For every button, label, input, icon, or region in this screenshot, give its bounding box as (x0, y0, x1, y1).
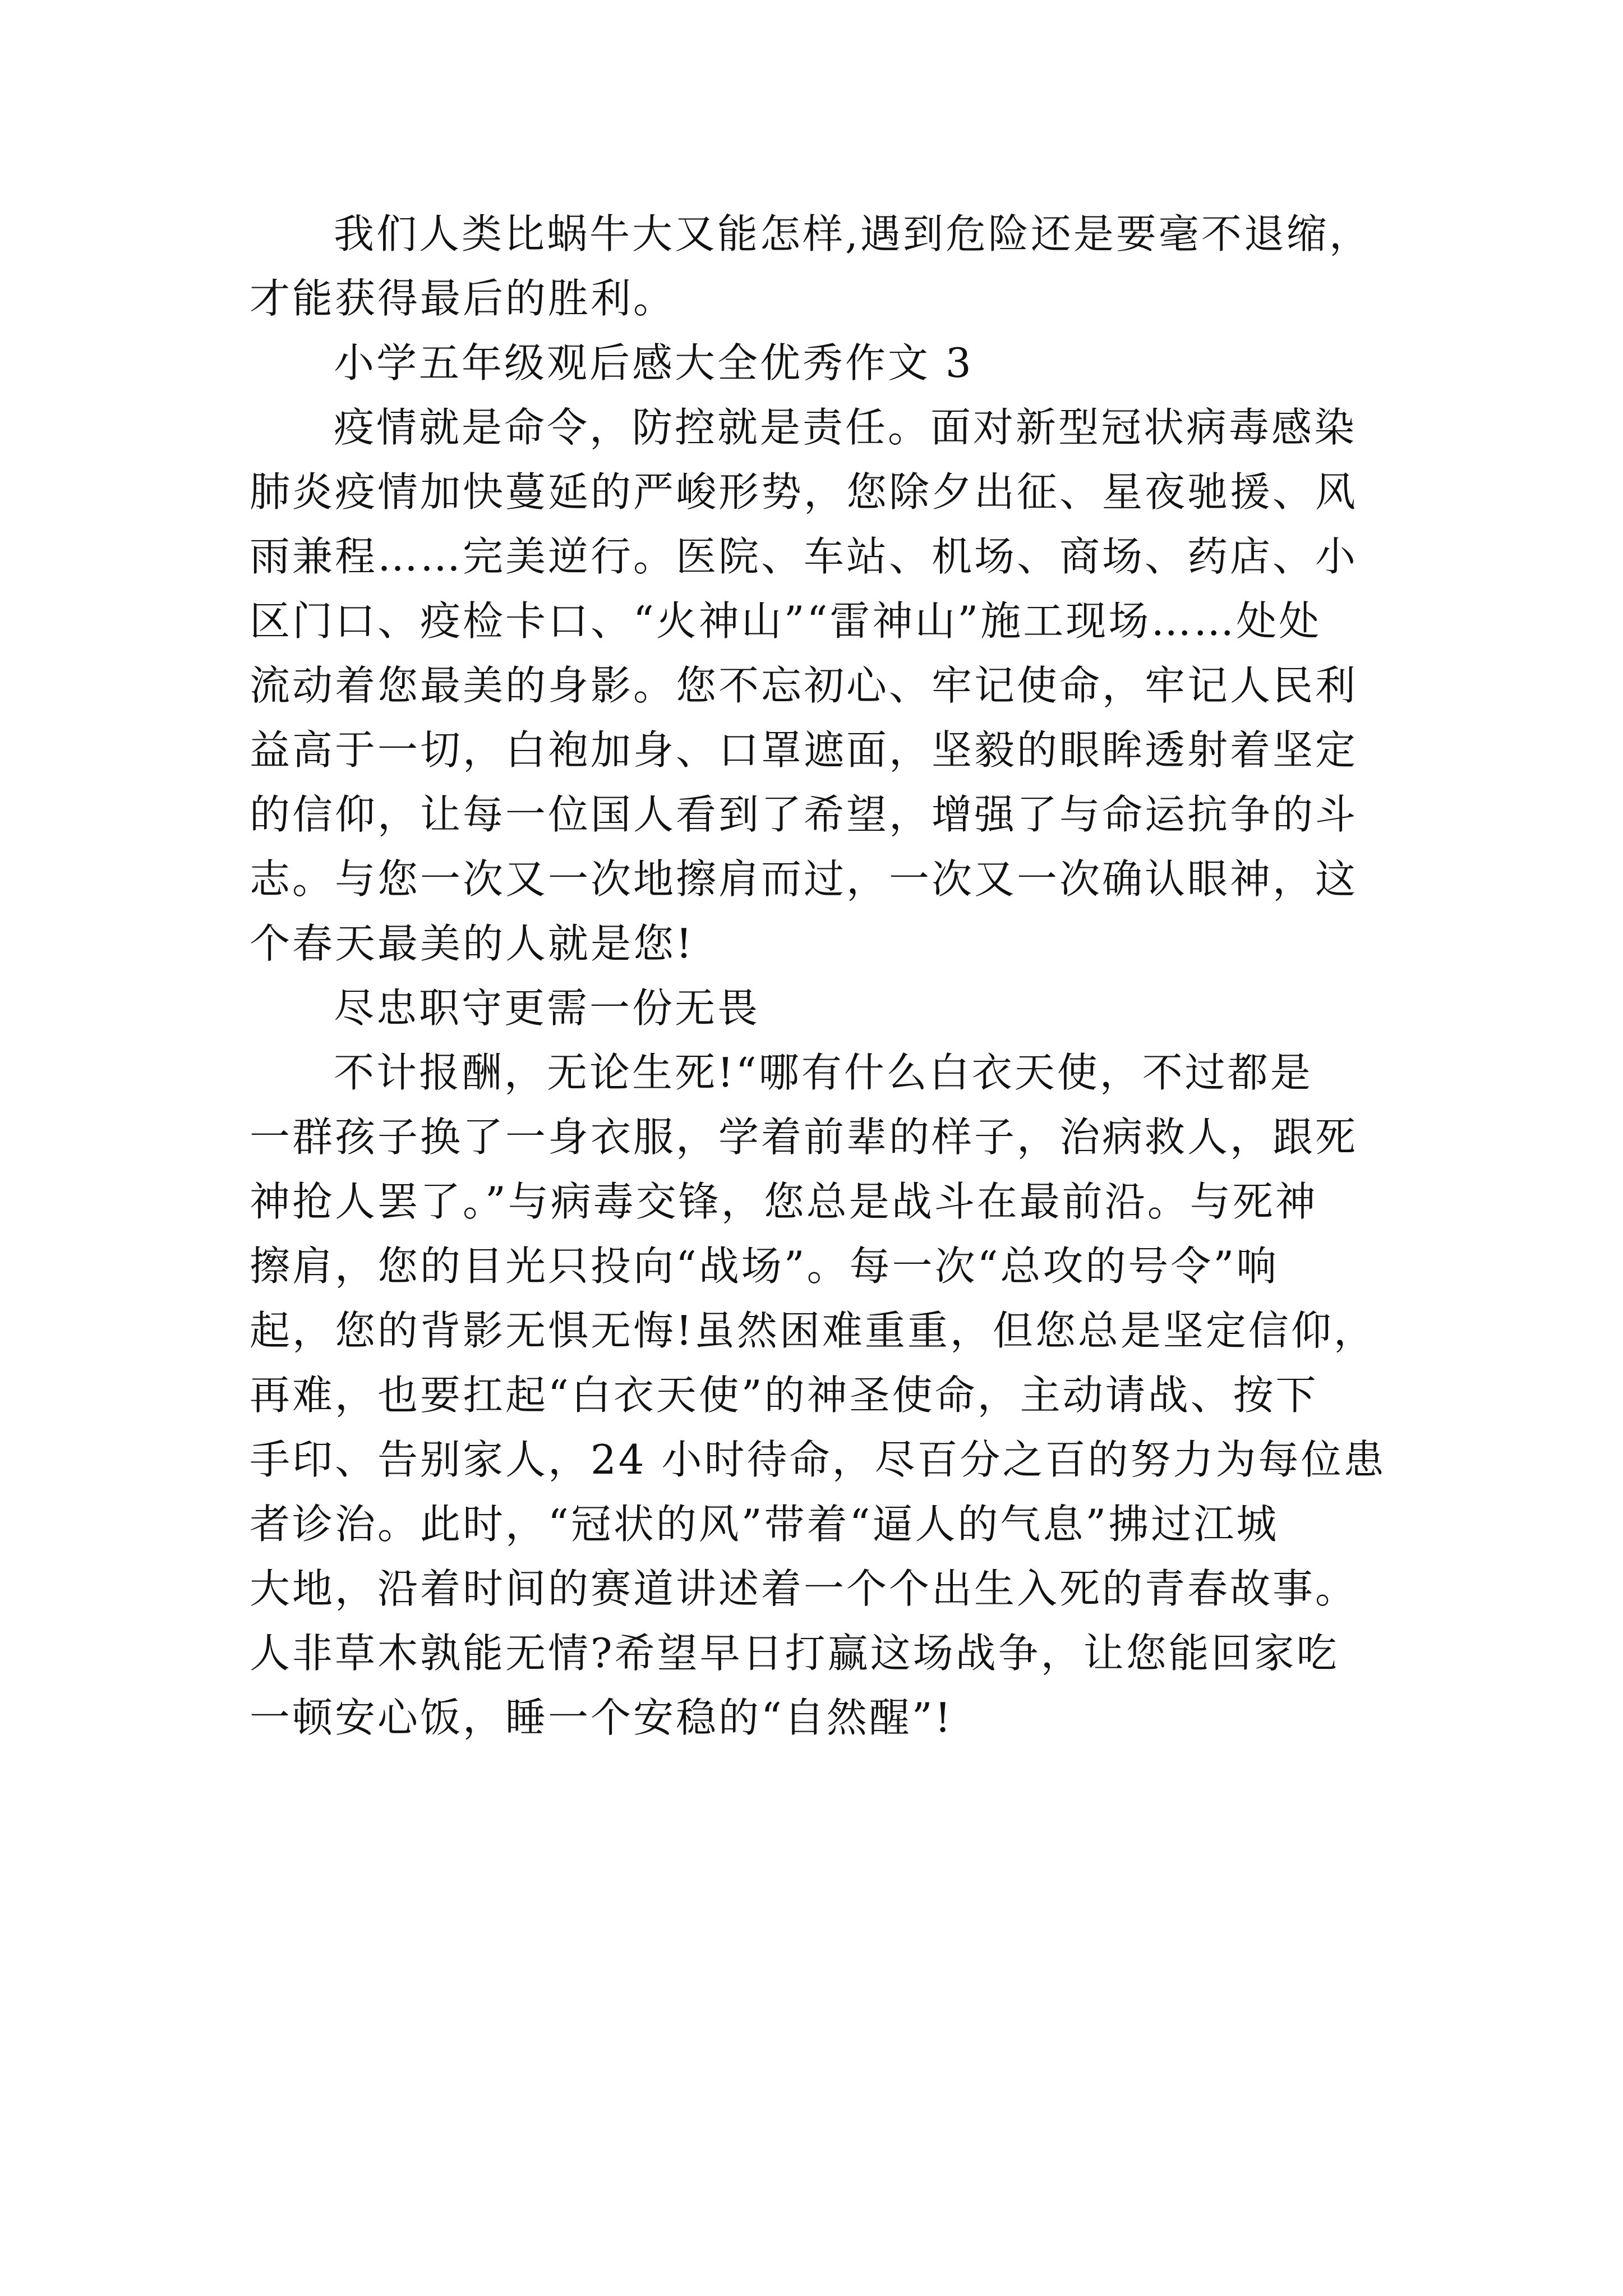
text-line: 个春天最美的人就是您! (250, 920, 694, 967)
text-line: 一顿安心饭，睡一个安稳的“自然醒”! (250, 1694, 953, 1741)
text-line: 的信仰，让每一位国人看到了希望，增强了与命运抗争的斗 (250, 791, 1358, 838)
text-line: 雨兼程……完美逆行。医院、车站、机场、商场、药店、小 (250, 533, 1358, 580)
text-line: 志。与您一次又一次地擦肩而过，一次又一次确认眼神，这 (250, 855, 1358, 903)
paragraph-intro (250, 202, 1422, 331)
paragraph-fearless (250, 1041, 1422, 1750)
text-line: 手印、告别家人，24 小时待命，尽百分之百的努力为每位患 (250, 1436, 1386, 1483)
section-heading (250, 976, 1422, 1041)
text-line: 再难，也要扛起“白衣天使”的神圣使命，主动请战、按下 (250, 1372, 1318, 1419)
text-line: 擦肩，您的目光只投向“战场”。每一次“总攻的号令”响 (250, 1243, 1279, 1290)
text-line: 人非草木孰能无情?希望早日打赢这场战争，让您能回家吃 (250, 1630, 1339, 1677)
heading-line: 尽忠职守更需一份无畏 (334, 984, 760, 1032)
text-line: 肺炎疫情加快蔓延的严峻形势，您除夕出征、星夜驰援、风 (250, 468, 1358, 516)
text-line: 不计报酬，无论生死!“哪有什么白衣天使，不过都是 (334, 1049, 1313, 1096)
text-line: 一群孩子换了一身衣服，学着前辈的样子，治病救人，跟死 (250, 1114, 1358, 1161)
heading-line: 小学五年级观后感大全优秀作文 3 (334, 339, 974, 386)
text-line: 神抢人罢了。”与病毒交锋，您总是战斗在最前沿。与死神 (250, 1178, 1318, 1225)
text-line: 才能获得最后的胜利。 (250, 275, 676, 322)
text-line: 区门口、疫检卡口、“火神山”“雷神山”施工现场……处处 (250, 597, 1322, 645)
text-line: 大地，沿着时间的赛道讲述着一个个出生入死的青春故事。 (250, 1565, 1358, 1612)
section-heading (250, 331, 1422, 395)
text-line: 疫情就是命令，防控就是责任。面对新型冠状病毒感染 (334, 404, 1357, 451)
text-line: 流动着您最美的身影。您不忘初心、牢记使命，牢记人民利 (250, 662, 1358, 709)
document-body (250, 202, 1422, 1750)
paragraph-epidemic (250, 395, 1422, 976)
text-line: 益高于一切，白袍加身、口罩遮面，坚毅的眼眸透射着坚定 (250, 726, 1358, 774)
text-line: 起，您的背影无惧无悔!虽然困难重重，但您总是坚定信仰， (250, 1307, 1376, 1354)
text-line: 者诊治。此时，“冠状的风”带着“逼人的气息”拂过江城 (250, 1501, 1279, 1548)
text-line: 我们人类比蜗牛大又能怎样,遇到危险还是要毫不退缩， (334, 210, 1372, 257)
